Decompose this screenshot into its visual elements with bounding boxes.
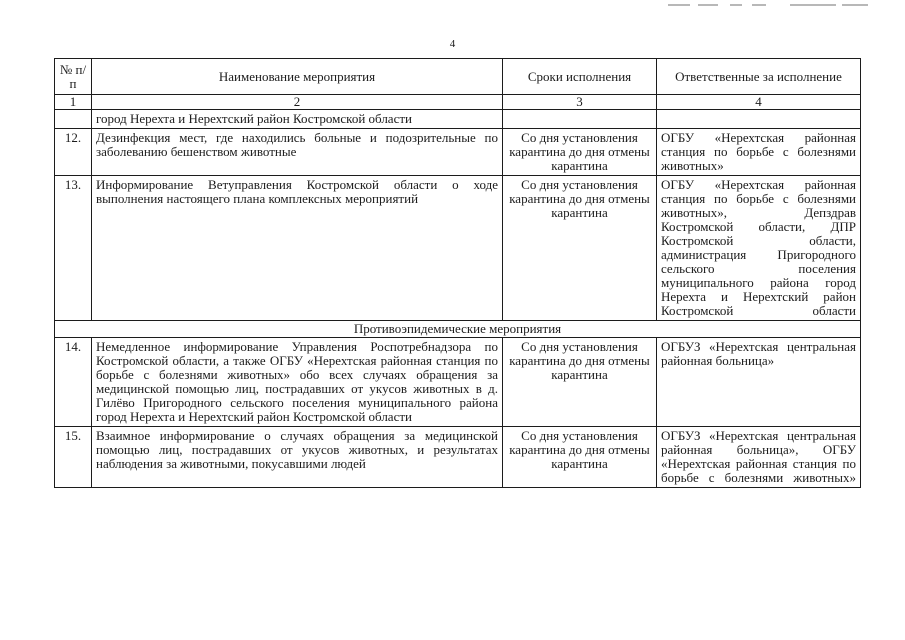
row-responsible: ОГБУЗ «Нерехтская центральная районная больница», ОГБУ «Нерехтская районная станция по борьбе с болезнями животных» (657, 427, 861, 488)
table-row (55, 176, 861, 321)
scan-mark (790, 4, 836, 6)
row-num (55, 110, 92, 129)
row-terms: Со дня установления карантина до дня отмены карантина (503, 176, 657, 321)
row-terms: Со дня установления карантина до дня отмены карантина (503, 338, 657, 427)
table-row (55, 110, 861, 129)
row-num: 14. (55, 338, 92, 427)
row-responsible: ОГБУ «Нерехтская районная станция по борьбе с болезнями животных», Депздрав Костромской области, ДПР Костромской области, администрация Пригородного сельского поселения муниципального района город Нерехта и Нерехтский район Костромской области (657, 176, 861, 321)
header-terms: Сроки исполнения (503, 59, 657, 95)
table-row (55, 129, 861, 176)
column-index: 2 (92, 95, 503, 110)
row-terms: Со дня установления карантина до дня отмены карантина (503, 427, 657, 488)
column-index: 1 (55, 95, 92, 110)
section-title: Противоэпидемические мероприятия (55, 321, 861, 338)
header-responsible: Ответственные за исполнение (657, 59, 861, 95)
row-name: Информирование Ветуправления Костромской области о ходе выполнения настоящего плана комплексных мероприятий (92, 176, 503, 321)
column-index-row (55, 95, 861, 110)
header-name: Наименование мероприятия (92, 59, 503, 95)
row-name: город Нерехта и Нерехтский район Костромской области (92, 110, 503, 129)
scan-mark (698, 4, 718, 6)
page-number: 4 (449, 38, 456, 50)
row-name: Взаимное информирование о случаях обращения за медицинской помощью лиц, пострадавших от укусов животных, и результатах наблюдения за животными, покусавшими людей (92, 427, 503, 488)
scan-mark (730, 4, 742, 6)
section-row (55, 321, 861, 338)
column-index: 4 (657, 95, 861, 110)
column-index: 3 (503, 95, 657, 110)
header-num: № п/п (55, 59, 92, 95)
row-name: Немедленное информирование Управления Роспотребнадзора по Костромской области, а также ОГБУ «Нерехтская районная станция по борьбе с болезнями животных» обо всех случаях обращения за медицинской помощью лиц, пострадавших от укусов животных в д. Гилёво Пригородного сельского поселения муниципального района город Нерехта и Нерехтский район Костромской области (92, 338, 503, 427)
scan-mark (842, 4, 868, 6)
row-terms (503, 110, 657, 129)
scan-mark (752, 4, 766, 6)
table-row (55, 427, 861, 488)
row-num: 13. (55, 176, 92, 321)
row-num: 12. (55, 129, 92, 176)
row-responsible (657, 110, 861, 129)
row-responsible: ОГБУЗ «Нерехтская центральная районная больница» (657, 338, 861, 427)
table-header-row (55, 59, 861, 95)
row-name: Дезинфекция мест, где находились больные и подозрительные по заболеванию бешенством животные (92, 129, 503, 176)
table-row (55, 338, 861, 427)
row-num: 15. (55, 427, 92, 488)
row-terms: Со дня установления карантина до дня отмены карантина (503, 129, 657, 176)
scan-mark (668, 4, 690, 6)
measures-table (54, 58, 861, 488)
row-responsible: ОГБУ «Нерехтская районная станция по борьбе с болезнями животных» (657, 129, 861, 176)
